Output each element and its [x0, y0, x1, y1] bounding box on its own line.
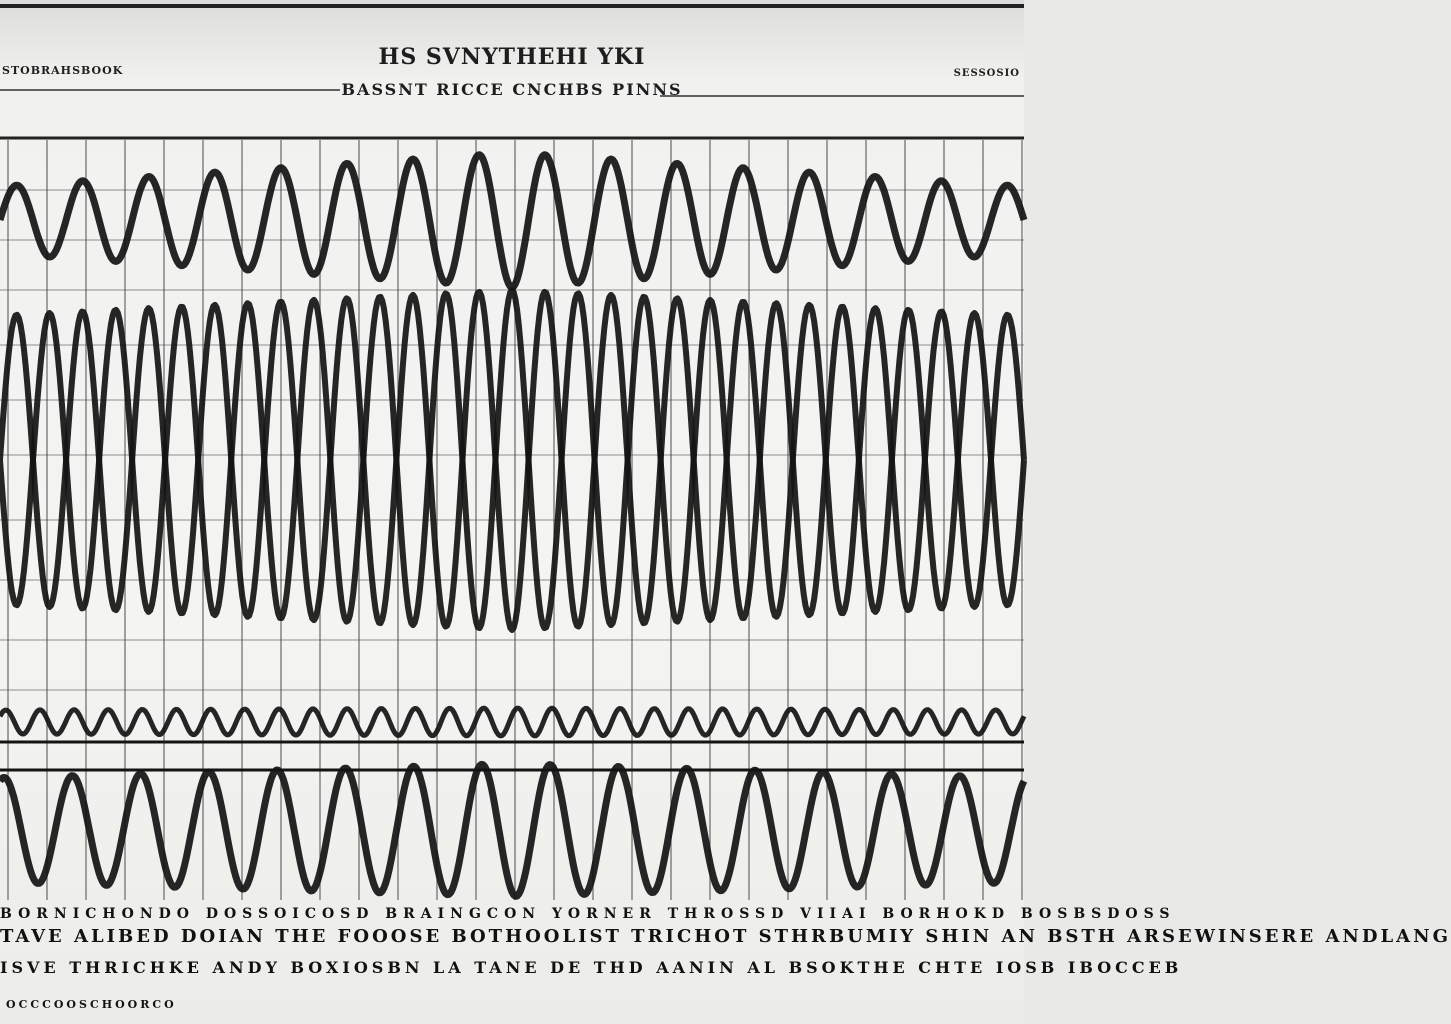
series-line-1	[0, 155, 1024, 288]
caption-line-4: OCCCOOSCHOORCO	[6, 998, 177, 1011]
series-line-5	[0, 764, 1024, 896]
caption-line-3: ISVE THRICHKE ANDY BOXIOSBN LA TANE DE THD AANIN AL BSOKTHE CHTE IOSB IBOCCEB	[0, 958, 1183, 977]
header-right-note: SESSOSIO	[953, 68, 1020, 79]
chart-series-group	[0, 155, 1024, 897]
chart-title: HS SVNYTHEHI YKI	[378, 44, 646, 70]
caption-line-2: TAVE ALIBED DOIAN THE FOOOSE BOTHOOLIST TRICHOT STHRBUMIY SHIN AN BSTH ARSEWINSERE ANDLANG	[0, 926, 1451, 947]
chart-grid	[0, 140, 1024, 900]
header-left-note: STOBRAHSBOOK	[2, 64, 124, 77]
caption-line-1: BORNICHONDO DOSSOICOSD BRAINGCON YORNER THROSSD VIIAI BORHOKD BOSBSDOSS	[0, 906, 1176, 922]
series-line-4	[0, 708, 1024, 736]
header-rules	[0, 6, 1024, 138]
chart-subtitle: BASSNT RICCE CNCHBS PINNS	[341, 80, 683, 99]
